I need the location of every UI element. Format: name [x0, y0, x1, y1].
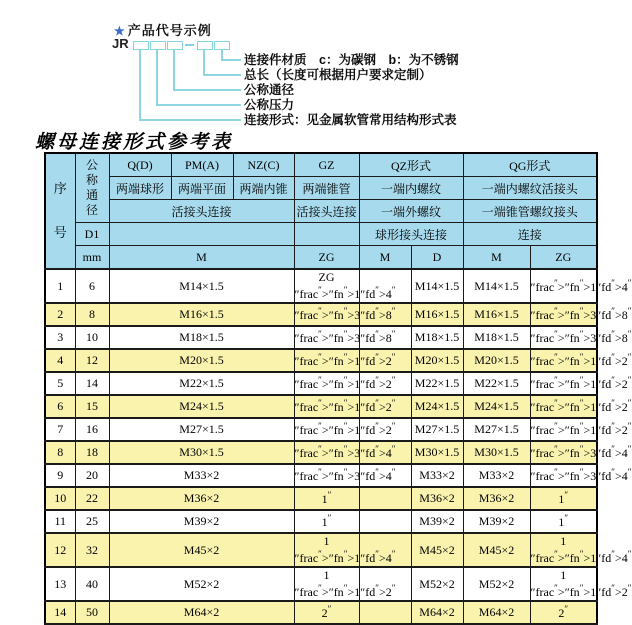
cell-seq: 1	[45, 269, 75, 303]
table-row	[45, 510, 597, 533]
cell-qz-d: M45×2	[411, 533, 463, 567]
cell-gz-zg: 1″	[294, 510, 359, 533]
header-empty-gz	[294, 223, 359, 246]
cell-nominal-diameter: 6	[75, 269, 109, 303]
cell-qg-zg: 1″	[530, 510, 597, 533]
table-body	[45, 269, 632, 624]
cell-gz-zg: ″frac″>″fn″>3″ ″ ″	[294, 464, 359, 487]
cell-qg-m: M27×1.5	[463, 418, 530, 441]
cell-qg-m: M16×1.5	[463, 303, 530, 326]
cell-gz-zg: ″frac″>″fn″>3″ ″ ″	[294, 326, 359, 349]
connector-line	[221, 59, 241, 61]
cell-m-thread: M45×2	[109, 533, 294, 567]
header-desc-gz: 两端锥管	[294, 177, 359, 200]
cell-nominal-diameter: 20	[75, 464, 109, 487]
table-row	[45, 269, 597, 303]
diagram-label-pressure: 公称压力	[244, 98, 295, 112]
cell-seq: 12	[45, 533, 75, 567]
cell-seq: 11	[45, 510, 75, 533]
table-header	[45, 153, 597, 269]
cell-qz-d: M14×1.5	[411, 269, 463, 303]
header-thread-qg-zg: ZG	[530, 246, 597, 270]
cell-qg-m: M45×2	[463, 533, 530, 567]
cell-qg-zg: ″frac″>″fn″>1″fd″>2″	[530, 395, 597, 418]
cell-qg-m: M36×2	[463, 487, 530, 510]
table-row	[45, 601, 597, 624]
table-row	[45, 487, 597, 510]
code-box-4	[197, 41, 213, 50]
connector-line	[156, 104, 241, 106]
cell-m-thread: M36×2	[109, 487, 294, 510]
code-box-3	[167, 41, 183, 50]
nut-connection-reference-table	[44, 152, 632, 625]
cell-m-thread: M33×2	[109, 464, 294, 487]
diagram-heading-text: 产品代号示例	[127, 23, 212, 38]
cell-qz-m	[359, 510, 411, 533]
code-box-2	[150, 41, 166, 50]
cell-gz-zg: ″frac″>″fn″>1″ ″ ″	[294, 418, 359, 441]
cell-seq: 9	[45, 464, 75, 487]
cell-m-thread: M27×1.5	[109, 418, 294, 441]
header-thread-qz-m: M	[359, 246, 411, 270]
cell-qg-m: M52×2	[463, 567, 530, 601]
header-empty-qpmnz	[109, 223, 294, 246]
header-thread-qg-m: M	[463, 246, 530, 270]
cell-qg-zg: 1″	[530, 487, 597, 510]
cell-seq: 5	[45, 372, 75, 395]
cell-qg-zg: ″frac″>″fn″>1″fd″>2″	[530, 349, 597, 372]
cell-nominal-diameter: 22	[75, 487, 109, 510]
cell-qz-m	[359, 487, 411, 510]
header-nominal-diameter: 公称通径	[75, 153, 109, 223]
diagram-label-diameter: 公称通径	[244, 83, 295, 97]
cell-nominal-diameter: 14	[75, 372, 109, 395]
table-row	[45, 567, 597, 601]
cell-gz-zg: ″frac″>″fn″>3″ ″ ″	[294, 303, 359, 326]
cell-qg-zg: ″frac″>″fn″>1″fd″>4″	[530, 269, 597, 303]
header-desc-q: 两端球形	[109, 177, 171, 200]
header-conn2-qz: 球形接头连接	[359, 223, 463, 246]
cell-m-thread: M18×1.5	[109, 326, 294, 349]
header-desc-pm: 两端平面	[171, 177, 233, 200]
cell-gz-zg: ″frac″>″fn″>3″ ″ ″	[294, 441, 359, 464]
table-row	[45, 441, 597, 464]
cell-gz-zg: 1 ″frac″>″fn″>1″ ″ ″	[294, 568, 396, 599]
cell-nominal-diameter: 32	[75, 533, 109, 567]
cell-qz-d: M39×2	[411, 510, 463, 533]
code-box-1	[133, 41, 149, 50]
connector-line	[139, 119, 241, 121]
cell-qg-zg: 2″	[530, 601, 597, 624]
cell-qg-m: M22×1.5	[463, 372, 530, 395]
cell-nominal-diameter: 25	[75, 510, 109, 533]
table-row	[45, 418, 597, 441]
cell-m-thread: M39×2	[109, 510, 294, 533]
table-row	[45, 326, 597, 349]
table-row	[45, 395, 597, 418]
cell-qz-d: M52×2	[411, 567, 463, 601]
table-row	[45, 464, 597, 487]
header-desc-qz: 一端内螺纹	[359, 177, 463, 200]
table-row	[45, 372, 597, 395]
table-row	[45, 303, 597, 326]
cell-qz-d: M16×1.5	[411, 303, 463, 326]
cell-seq: 8	[45, 441, 75, 464]
cell-qg-zg: ″frac″>″fn″>3″fd″>8″	[530, 326, 597, 349]
header-row-d1	[45, 223, 597, 246]
connector-line	[173, 89, 241, 91]
header-conn-gz: 活接头连接	[294, 200, 359, 223]
header-row-units	[45, 246, 597, 270]
header-group-gz: GZ	[294, 153, 359, 177]
header-unit-mm: mm	[75, 246, 109, 270]
header-group-nz: NZ(C)	[233, 153, 294, 177]
diagram-label-length: 总长（长度可根据用户要求定制）	[244, 68, 432, 82]
cell-seq: 13	[45, 567, 75, 601]
cell-gz-zg: ″frac″>″fn″>1″ ″ ″	[294, 372, 359, 395]
cell-seq: 7	[45, 418, 75, 441]
header-row-groups	[45, 153, 597, 177]
cell-qg-zg: ″frac″>″fn″>3″fd″>4″	[530, 441, 597, 464]
cell-m-thread: M52×2	[109, 567, 294, 601]
cell-m-thread: M22×1.5	[109, 372, 294, 395]
connector-line	[203, 50, 205, 76]
cell-seq: 2	[45, 303, 75, 326]
header-desc-nz: 两端内锥	[233, 177, 294, 200]
star-icon: ★	[114, 24, 126, 38]
cell-m-thread: M30×1.5	[109, 441, 294, 464]
page-title: 螺母连接形式参考表	[35, 131, 234, 153]
header-conn-qpmnz: 活接头连接	[109, 200, 294, 223]
cell-nominal-diameter: 15	[75, 395, 109, 418]
cell-qg-zg: 1 ″frac″>″fn″>1″fd″>4″	[530, 534, 632, 565]
cell-qz-d: M24×1.5	[411, 395, 463, 418]
cell-qg-m: M64×2	[463, 601, 530, 624]
cell-m-thread: M24×1.5	[109, 395, 294, 418]
cell-qg-zg: ″frac″>″fn″>1″fd″>2″	[530, 418, 597, 441]
header-row-connections	[45, 200, 597, 223]
cell-qg-m: M14×1.5	[463, 269, 530, 303]
table-row	[45, 533, 597, 567]
cell-qg-zg: ″frac″>″fn″>3″fd″>8″	[530, 303, 597, 326]
cell-gz-zg: 1 ″frac″>″fn″>1″ ″ ″	[294, 534, 396, 565]
code-prefix: JR	[112, 36, 129, 51]
cell-m-thread: M16×1.5	[109, 303, 294, 326]
cell-gz-zg: ZG ″frac″>″fn″>1″ ″ ″	[294, 270, 396, 301]
header-d1: D1	[75, 223, 109, 246]
cell-gz-zg: 1″	[294, 487, 359, 510]
cell-qg-m: M18×1.5	[463, 326, 530, 349]
product-code-diagram	[0, 0, 600, 130]
cell-nominal-diameter: 16	[75, 418, 109, 441]
cell-qg-zg: ″frac″>″fn″>3″fd″>4″	[530, 464, 597, 487]
header-group-q: Q(D)	[109, 153, 171, 177]
cell-qz-d: M36×2	[411, 487, 463, 510]
table-row	[45, 349, 597, 372]
code-dash	[185, 44, 194, 46]
cell-qz-m	[359, 601, 411, 624]
cell-qz-d: M18×1.5	[411, 326, 463, 349]
header-thread-zg: ZG	[294, 246, 359, 270]
connector-line	[173, 50, 175, 91]
header-row-descriptions	[45, 177, 597, 200]
cell-nominal-diameter: 40	[75, 567, 109, 601]
cell-qg-zg: ″frac″>″fn″>1″fd″>2″	[530, 372, 597, 395]
header-group-qz: QZ形式	[359, 153, 463, 177]
cell-seq: 10	[45, 487, 75, 510]
cell-qz-d: M64×2	[411, 601, 463, 624]
header-group-pm: PM(A)	[171, 153, 233, 177]
cell-qz-d: M22×1.5	[411, 372, 463, 395]
header-conn2-qg: 连接	[463, 223, 597, 246]
cell-seq: 6	[45, 395, 75, 418]
header-conn-qz: 一端外螺纹	[359, 200, 463, 223]
cell-gz-zg: ″frac″>″fn″>1″ ″ ″	[294, 349, 359, 372]
header-desc-qg: 一端内螺纹活接头	[463, 177, 597, 200]
cell-nominal-diameter: 12	[75, 349, 109, 372]
cell-nominal-diameter: 18	[75, 441, 109, 464]
cell-seq: 4	[45, 349, 75, 372]
cell-qg-m: M39×2	[463, 510, 530, 533]
cell-qz-d: M20×1.5	[411, 349, 463, 372]
header-thread-qz-d: D	[411, 246, 463, 270]
cell-qg-zg: 1 ″frac″>″fn″>1″fd″>2″	[530, 568, 632, 599]
header-thread-m: M	[109, 246, 294, 270]
header-group-qg: QG形式	[463, 153, 597, 177]
cell-qg-m: M33×2	[463, 464, 530, 487]
cell-seq: 14	[45, 601, 75, 624]
header-conn-qg: 一端锥管螺纹接头	[463, 200, 597, 223]
diagram-label-material: 连接件材质 c：为碳钢 b：为不锈钢	[244, 53, 459, 67]
cell-qz-d: M33×2	[411, 464, 463, 487]
cell-nominal-diameter: 10	[75, 326, 109, 349]
cell-gz-zg: ″frac″>″fn″>1″ ″ ″	[294, 395, 359, 418]
cell-qg-m: M20×1.5	[463, 349, 530, 372]
cell-m-thread: M20×1.5	[109, 349, 294, 372]
cell-qz-d: M30×1.5	[411, 441, 463, 464]
code-box-5	[214, 41, 230, 50]
cell-qz-d: M27×1.5	[411, 418, 463, 441]
cell-nominal-diameter: 50	[75, 601, 109, 624]
cell-m-thread: M14×1.5	[109, 269, 294, 303]
cell-seq: 3	[45, 326, 75, 349]
cell-qg-m: M24×1.5	[463, 395, 530, 418]
cell-nominal-diameter: 8	[75, 303, 109, 326]
connector-line	[139, 50, 141, 121]
cell-m-thread: M64×2	[109, 601, 294, 624]
header-seq: 序号	[45, 153, 75, 269]
cell-gz-zg: 2″	[294, 601, 359, 624]
cell-qg-m: M30×1.5	[463, 441, 530, 464]
diagram-label-connection: 连接形式：见金属软管常用结构形式表	[244, 113, 457, 127]
connector-line	[203, 74, 241, 76]
connector-line	[156, 50, 158, 106]
